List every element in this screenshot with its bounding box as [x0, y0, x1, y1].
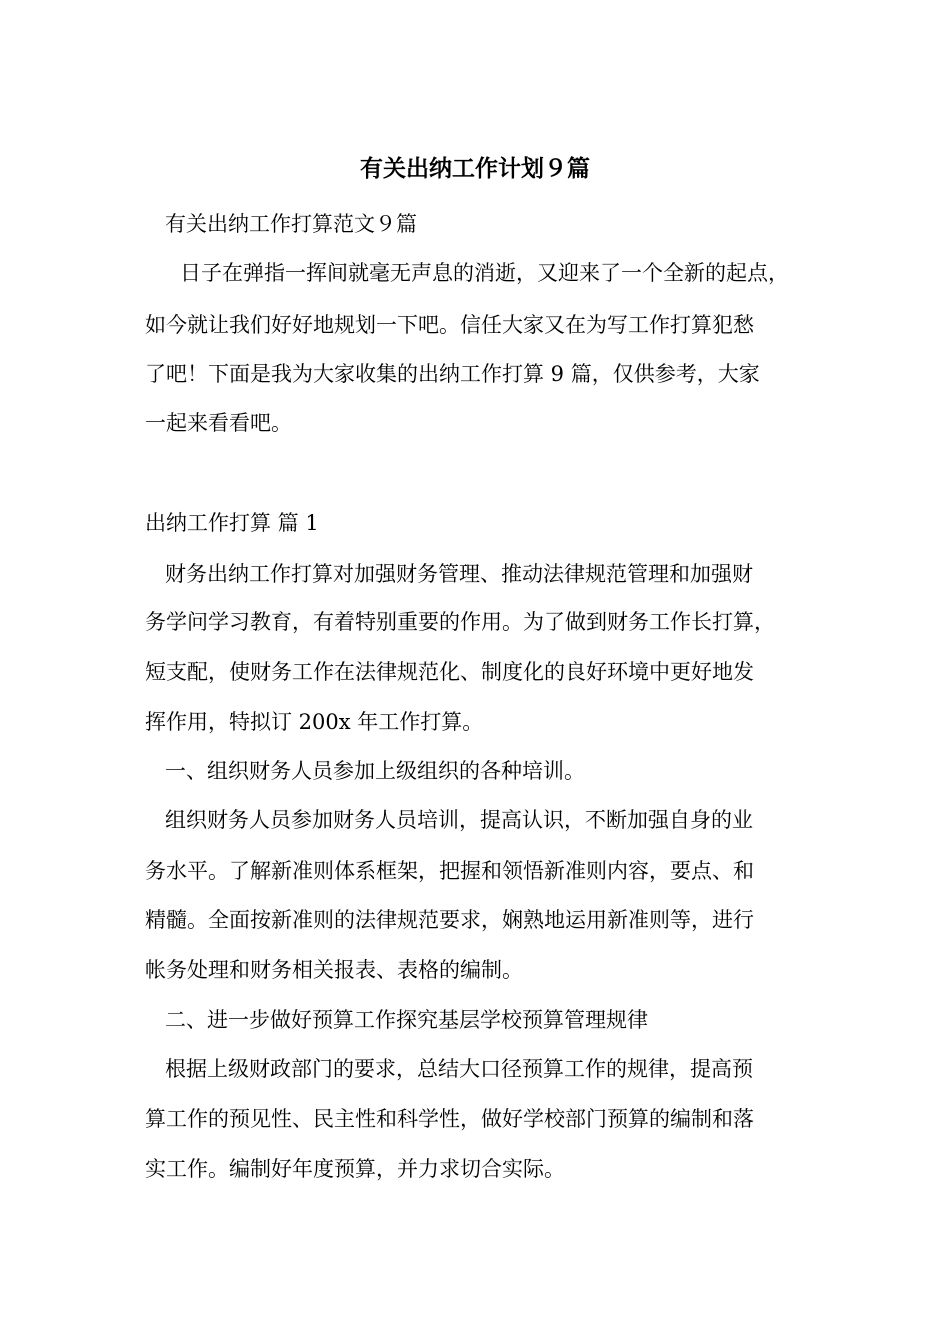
paragraph-line: 挥作用，特拟订 200x 年工作打算。: [145, 710, 484, 734]
paragraph-line: 根据上级财政部门的要求，总结大口径预算工作的规律，提高预: [165, 1057, 753, 1081]
paragraph-line: 了吧！下面是我为大家收集的出纳工作打算 9 篇，仅供参考，大家: [145, 362, 760, 386]
document-title: 有关出纳工作计划９篇: [360, 156, 590, 182]
paragraph-line: 组织财务人员参加财务人员培训，提高认识，不断加强自身的业: [165, 808, 753, 832]
paragraph-line: 精髓。全面按新准则的法律规范要求，娴熟地运用新准则等，进行: [145, 908, 754, 932]
document-subtitle: 有关出纳工作打算范文９篇: [165, 212, 417, 236]
item2-heading: 二、进一步做好预算工作探究基层学校预算管理规律: [165, 1008, 648, 1032]
paragraph-line: 如今就让我们好好地规划一下吧。信任大家又在为写工作打算犯愁: [145, 313, 754, 337]
paragraph-line: 务学问学习教育，有着特别重要的作用。为了做到财务工作长打算，: [145, 610, 775, 634]
section-heading: 出纳工作打算 篇 1: [145, 511, 319, 535]
paragraph-line: 算工作的预见性、民主性和科学性，做好学校部门预算的编制和落: [145, 1107, 754, 1131]
paragraph-line: 日子在弹指一挥间就毫无声息的消逝，又迎来了一个全新的起点，: [180, 261, 789, 285]
paragraph-line: 帐务处理和财务相关报表、表格的编制。: [145, 958, 523, 982]
item1-heading: 一、组织财务人员参加上级组织的各种培训。: [165, 759, 585, 783]
paragraph-line: 财务出纳工作打算对加强财务管理、推动法律规范管理和加强财: [165, 562, 753, 586]
paragraph-line: 实工作。编制好年度预算，并力求切合实际。: [145, 1157, 565, 1181]
paragraph-line: 务水平。了解新准则体系框架，把握和领悟新准则内容，要点、和: [145, 859, 754, 883]
paragraph-line: 短支配，使财务工作在法律规范化、制度化的良好环境中更好地发: [145, 660, 754, 684]
paragraph-line: 一起来看看吧。: [145, 411, 292, 435]
